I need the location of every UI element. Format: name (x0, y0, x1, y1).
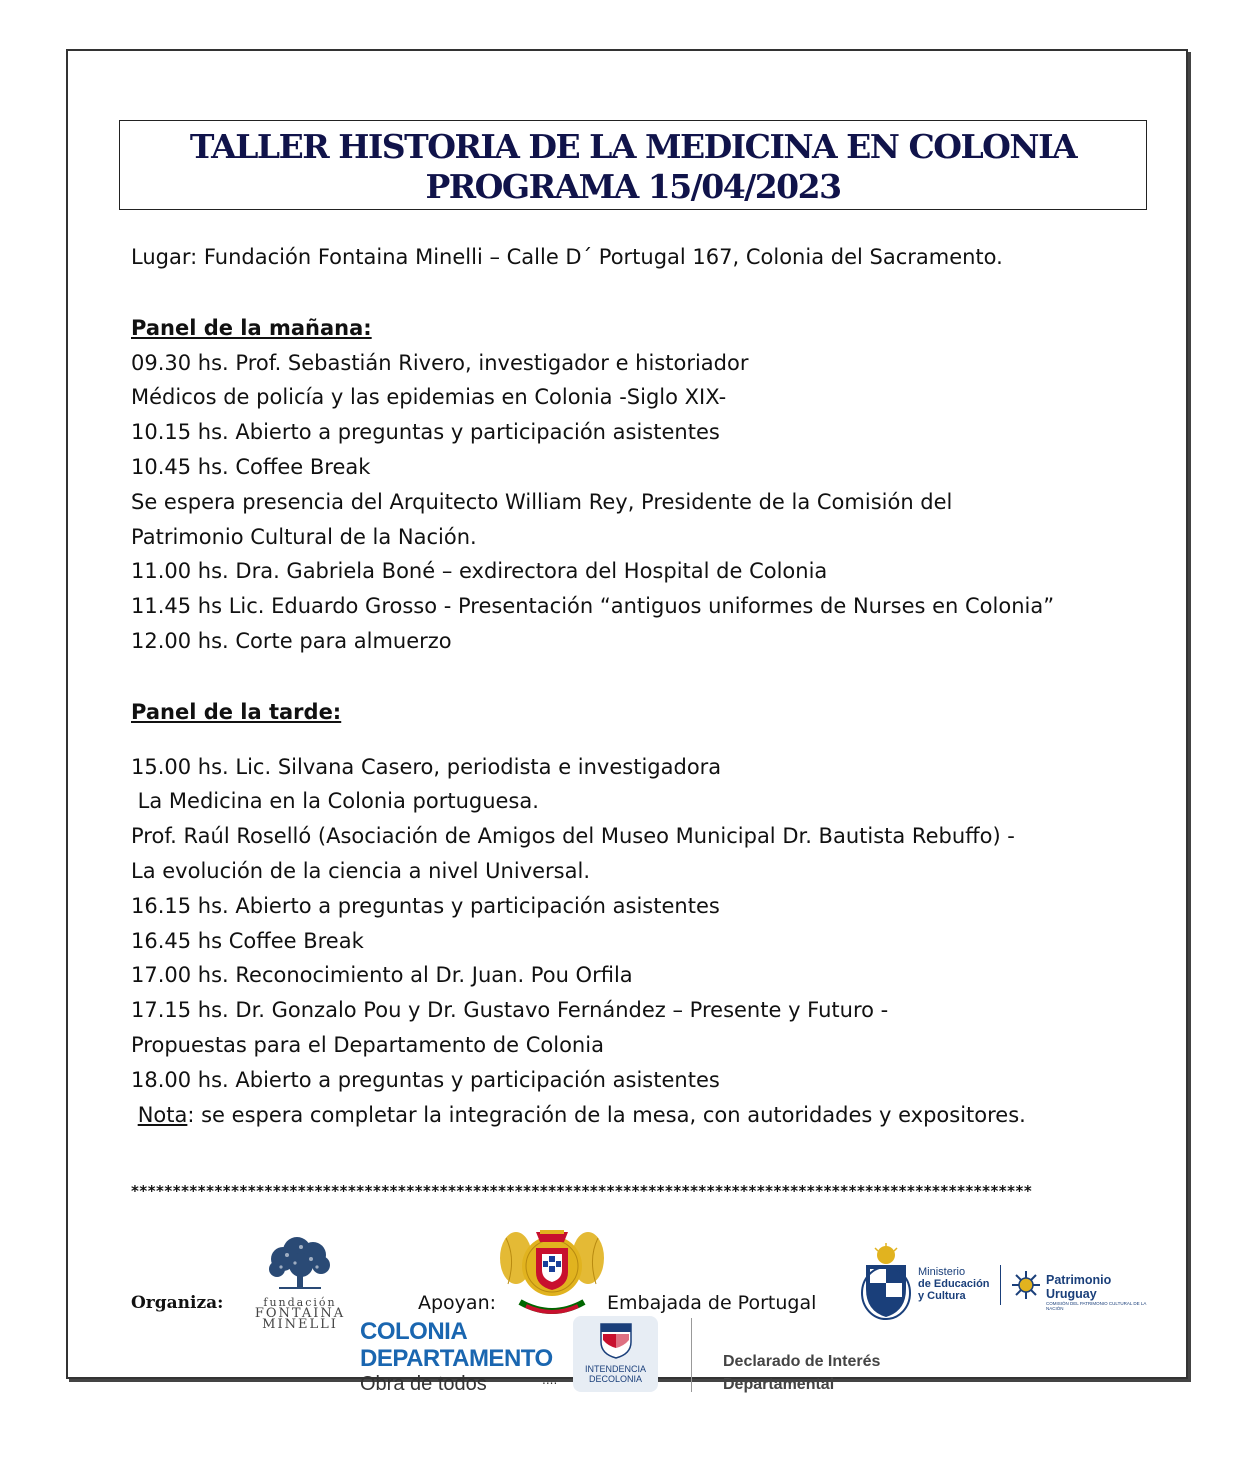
intendencia-colonia-logo (573, 1316, 658, 1392)
shield-icon (599, 1322, 633, 1360)
program-line: Patrimonio Cultural de la Nación. (131, 524, 477, 549)
note-line (131, 1098, 1161, 1133)
note-text: : se espera completar la integración de la mesa, con autoridades y expositores. (187, 1102, 1026, 1127)
intendencia-logo-line1: INTENDENCIA (584, 1364, 646, 1374)
fontaina-logo-line2: FONTAINA (254, 1306, 346, 1321)
mec-divider (1000, 1265, 1001, 1305)
program-line: 16.45 hs Coffee Break (131, 928, 364, 953)
program-line: La Medicina en la Colonia portuguesa. (131, 789, 539, 814)
program-line: 09.30 hs. Prof. Sebastián Rivero, investigador e historiador (131, 350, 749, 375)
portugal-coat-of-arms (496, 1228, 608, 1316)
declarado-line2: Departamental (723, 1376, 835, 1393)
program-line: 17.15 hs. Dr. Gonzalo Pou y Dr. Gustavo Fernández – Presente y Futuro - (131, 998, 889, 1023)
intendencia-logo-line2: DECOLONIA (588, 1374, 642, 1384)
venue-line: Lugar: Fundación Fontaina Minelli – Calle D´ Portugal 167, Colonia del Sacramento. (131, 245, 1003, 269)
mec-logo-line2: de Educación (918, 1278, 990, 1290)
program-line: 12.00 hs. Corte para almuerzo (131, 628, 452, 653)
program-line: 17.00 hs. Reconocimiento al Dr. Juan. Pou Orfila (131, 963, 633, 988)
program-line: 10.45 hs. Coffee Break (131, 454, 371, 479)
program-line: La evolución de la ciencia a nivel Universal. (131, 858, 590, 883)
program-line: 18.00 hs. Abierto a preguntas y participación asistentes (131, 1067, 720, 1092)
colonia-logo-line2: DEPARTAMENTO (360, 1345, 553, 1372)
patrimonio-logo-subtitle: COMISIÓN DEL PATRIMONIO CULTURAL DE LA NACIÓN (1046, 1301, 1147, 1311)
program-line: 10.15 hs. Abierto a preguntas y participación asistentes (131, 420, 720, 445)
program-line: Propuestas para el Departamento de Colonia (131, 1032, 604, 1057)
program-body (131, 240, 1161, 1132)
program-line: Se espera presencia del Arquitecto William Rey, Presidente de la Comisión del (131, 489, 953, 514)
morning-panel-heading: Panel de la mañana: (131, 315, 372, 340)
colonia-logo-line1: COLONIA (360, 1318, 468, 1345)
colonia-logo-dots: .... (542, 1373, 558, 1387)
note-label: Nota (137, 1102, 188, 1127)
page-subtitle-date: PROGRAMA 15/04/2023 (425, 167, 841, 206)
program-line: Prof. Raúl Roselló (Asociación de Amigos del Museo Municipal Dr. Bautista Rebuffo) - (131, 824, 1015, 849)
fontaina-logo-line3: MINELLI (262, 1317, 338, 1332)
declarado-interes (723, 1350, 880, 1396)
apoyan-label: Apoyan: (418, 1292, 497, 1314)
program-line: 16.15 hs. Abierto a preguntas y participación asistentes (131, 893, 720, 918)
coat-of-arms-icon (496, 1228, 608, 1316)
tree-icon (265, 1235, 335, 1293)
uruguay-coat-of-arms-icon (858, 1243, 914, 1323)
footer-divider (691, 1318, 692, 1392)
embajada-label: Embajada de Portugal (607, 1292, 817, 1314)
mec-patrimonio-logos (854, 1243, 1162, 1323)
program-line: 11.00 hs. Dra. Gabriela Boné – exdirectora del Hospital de Colonia (131, 559, 828, 584)
afternoon-panel-heading: Panel de la tarde: (131, 699, 342, 724)
fontaina-logo-line1: fundación (263, 1296, 337, 1309)
program-line: Médicos de policía y las epidemias en Colonia -Siglo XIX- (131, 385, 727, 410)
fontaina-minelli-logo (250, 1235, 350, 1332)
patrimonio-logo-title: Patrimonio Uruguay (1046, 1273, 1112, 1301)
title-box (119, 120, 1147, 210)
mec-logo-line3: y Cultura (918, 1290, 966, 1302)
page-title: TALLER HISTORIA DE LA MEDICINA EN COLONIA (189, 127, 1077, 166)
program-line: 15.00 hs. Lic. Silvana Casero, periodista e investigadora (131, 754, 722, 779)
sun-icon (1011, 1270, 1041, 1300)
program-line: 11.45 hs Lic. Eduardo Grosso - Presentación “antiguos uniformes de Nurses en Colonia” (131, 594, 1055, 619)
colonia-logo-slogan: Obra de todos (360, 1373, 487, 1395)
separator-stars: ************************************************************************************************************ (131, 1182, 1033, 1200)
mec-logo-line1: Ministerio (918, 1266, 966, 1278)
declarado-line1: Declarado de Interés (723, 1353, 881, 1370)
organiza-label: Organiza: (131, 1293, 224, 1313)
colonia-departamento-logo (360, 1318, 553, 1396)
